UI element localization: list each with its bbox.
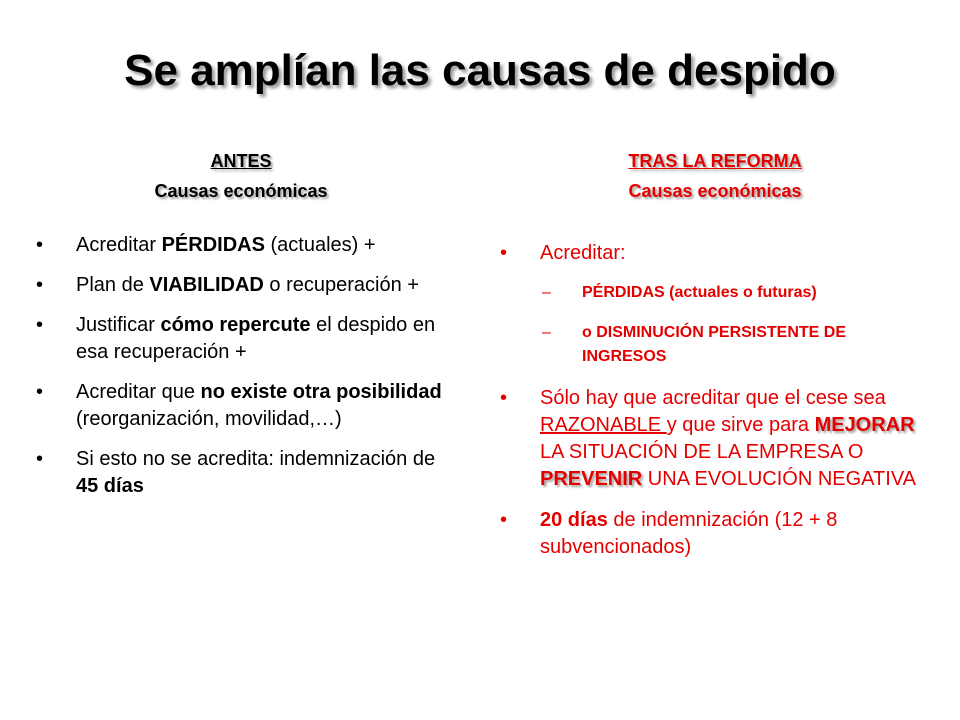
right-sub-perdidas: [542, 281, 930, 305]
right-heading: TRAS LA REFORMA: [628, 151, 802, 171]
right-bullet-list-2: [500, 385, 930, 561]
left-bullet-justificar: [36, 312, 446, 366]
bullet-icon: •: [500, 242, 508, 264]
left-subheading: Causas económicas: [154, 181, 328, 201]
right-column: [500, 146, 930, 574]
dash-icon: –: [542, 324, 551, 341]
prevenir-text: PREVENIR: [540, 468, 643, 490]
bullet-bold: 20 días: [540, 509, 608, 531]
left-bullet-viabilidad: [36, 272, 446, 299]
left-column: [36, 146, 446, 513]
right-bullet-20-dias: [500, 507, 930, 561]
bullet-text: Acreditar que: [76, 381, 201, 403]
bullet-text: y que sirve para: [666, 414, 815, 436]
right-sub-list: [500, 281, 930, 369]
page-title: Se amplían las causas de despido: [124, 46, 836, 95]
bullet-icon: •: [36, 314, 44, 336]
razonable-text: RAZONABLE: [540, 414, 667, 436]
bullet-icon: •: [500, 387, 508, 409]
right-sub-disminucion: [542, 321, 930, 369]
bullet-bold: cómo repercute: [160, 314, 311, 336]
bullet-text: Sólo hay que acreditar que el cese sea: [540, 387, 886, 409]
bullet-text: LA SITUACIÓN DE LA EMPRESA O: [540, 441, 864, 463]
mejorar-text: MEJORAR: [814, 414, 915, 436]
bullet-text: (reorganización, movilidad,…): [76, 408, 342, 430]
left-bullet-no-existe: [36, 379, 446, 433]
bullet-bold: no existe otra posibilidad: [200, 381, 442, 403]
bullet-bold: VIABILIDAD: [149, 274, 264, 296]
bullet-icon: •: [36, 448, 44, 470]
left-bullet-indemnizacion: [36, 446, 446, 500]
bullet-text: o recuperación +: [263, 274, 419, 296]
left-heading: ANTES: [210, 151, 272, 171]
bullet-icon: •: [36, 234, 44, 256]
bullet-text: UNA EVOLUCIÓN NEGATIVA: [642, 468, 917, 490]
sub-text: o DISMINUCIÓN PERSISTENTE DE INGRESOS: [582, 324, 847, 365]
bullet-text: Acreditar: [76, 234, 162, 256]
bullet-bold: 45 días: [76, 475, 144, 497]
bullet-text: de indemnización (12 + 8 subvencionados): [540, 509, 838, 558]
bullet-icon: •: [36, 274, 44, 296]
bullet-text: Justificar: [76, 314, 161, 336]
right-bullet-acreditar: [500, 240, 930, 267]
bullet-text: el despido en esa recuperación +: [76, 314, 436, 363]
bullet-bold: PÉRDIDAS: [161, 234, 265, 256]
left-column-header: [36, 146, 446, 206]
right-bullet-list: [500, 240, 930, 267]
bullet-text: Si esto no se acredita: indemnización de: [76, 448, 436, 470]
bullet-text: Acreditar:: [540, 242, 626, 264]
left-bullet-list: [36, 232, 446, 500]
left-bullet-perdidas: [36, 232, 446, 259]
sub-text: PÉRDIDAS (actuales o futuras): [582, 284, 817, 301]
right-subheading: Causas económicas: [628, 181, 802, 201]
right-column-header: [500, 146, 930, 206]
dash-icon: –: [542, 284, 551, 301]
bullet-text: Plan de: [76, 274, 150, 296]
right-bullet-razonable: [500, 385, 930, 493]
bullet-icon: •: [36, 381, 44, 403]
bullet-text: (actuales) +: [264, 234, 376, 256]
bullet-icon: •: [500, 509, 508, 531]
